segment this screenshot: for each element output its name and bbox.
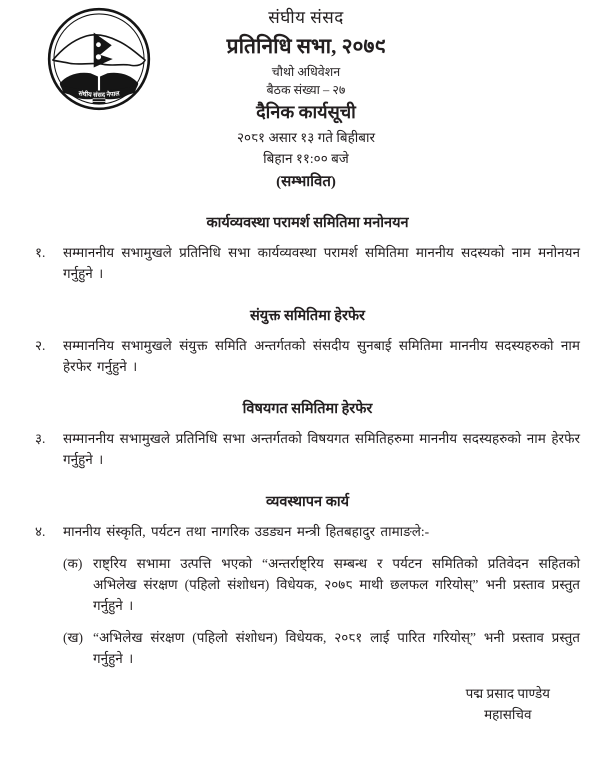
- agenda-body: [35, 212, 580, 669]
- meeting-number: बैठक संख्या – २७: [266, 83, 346, 98]
- item-number: ४.: [35, 524, 46, 540]
- item-text: सम्माननिय सभामुखले संयुक्त समिति अन्तर्गतको संसदीय सुनबाई समितिमा माननीय सदस्यहरुको नाम हेरफेर गर्नुहुने ।: [63, 338, 580, 375]
- signatory-name: पद्म प्रसाद पाण्डेय: [465, 686, 550, 702]
- parliament-emblem: [46, 6, 152, 112]
- agenda-item: [35, 521, 580, 542]
- parliament-emblem-icon: [46, 6, 152, 112]
- agenda-section-3: [35, 398, 580, 470]
- item-text: माननीय संस्कृति, पर्यटन तथा नागरिक उडड्यन मन्त्री हितबहादुर तामाङले:-: [63, 524, 430, 540]
- section-heading: कार्यव्यवस्था परामर्श समितिमा मनोनयन: [206, 215, 409, 232]
- agenda-item: [35, 428, 580, 470]
- signature-inner: [466, 683, 550, 725]
- agenda-section-1: [35, 212, 580, 284]
- time-line: बिहान ११:०० बजे: [263, 150, 349, 166]
- agenda-item: [35, 242, 580, 284]
- document-title: दैनिक कार्यसूची: [256, 102, 356, 123]
- section-heading: व्यवस्थापन कार्य: [265, 494, 349, 511]
- item-text: सम्माननीय सभामुखले प्रतिनिधि सभा अन्तर्गतको विषयगत समितिहरुमा माननीय सदस्यहरुको नाम हेरफेर गर्नुहुने ।: [63, 431, 580, 468]
- agenda-section-4: [35, 491, 580, 669]
- agenda-subitem-ka: [63, 553, 580, 616]
- item-number: ३.: [35, 431, 46, 447]
- tentative-note: (सम्भावित): [276, 174, 336, 191]
- subitem-label: (ख): [63, 630, 84, 646]
- session-label: चौथो अधिवेशन: [271, 64, 341, 79]
- section-heading: विषयगत समितिमा हेरफेर: [242, 401, 373, 418]
- agenda-section-2: [35, 305, 580, 377]
- date-line: २०८१ असार १३ गते बिहीबार: [237, 130, 375, 146]
- signature-block: [0, 683, 550, 725]
- subitem-text: राष्ट्रिय सभामा उत्पत्ति भएको “अन्तर्राष्ट्रिय सम्बन्ध र पर्यटन समितिको प्रतिवेदन सहितको अभिलेख संरक्षण (पहिलो संशोधन) विधेयक, २०७८ माथी छलफल गरियोस्” भनी प्रस्ताव प्रस्तुत गर्नुहुने ।: [93, 556, 580, 614]
- organization-name: संघीय संसद: [268, 8, 344, 27]
- emblem-banner-text: संघीय संसद नेपाल: [77, 90, 121, 99]
- agenda-subitem-kha: [63, 627, 580, 669]
- subitem-label: (क): [63, 556, 83, 572]
- house-title: प्रतिनिधि सभा, २०७९: [226, 33, 386, 58]
- section-heading: संयुक्त समितिमा हेरफेर: [250, 308, 365, 325]
- item-number: २.: [35, 338, 46, 354]
- item-number: १.: [35, 245, 46, 261]
- subitem-text: “अभिलेख संरक्षण (पहिलो संशोधन) विधेयक, २०८१ लाई पारित गरियोस्” भनी प्रस्ताव प्रस्तुत गर्नुहुने ।: [93, 630, 580, 667]
- agenda-item: [35, 335, 580, 377]
- signatory-title: महासचिव: [484, 707, 532, 723]
- item-text: सम्माननीय सभामुखले प्रतिनिधि सभा कार्यव्यवस्था परामर्श समितिमा माननीय सदस्यको नाम मनोनयन गर्नुहुने ।: [63, 245, 580, 282]
